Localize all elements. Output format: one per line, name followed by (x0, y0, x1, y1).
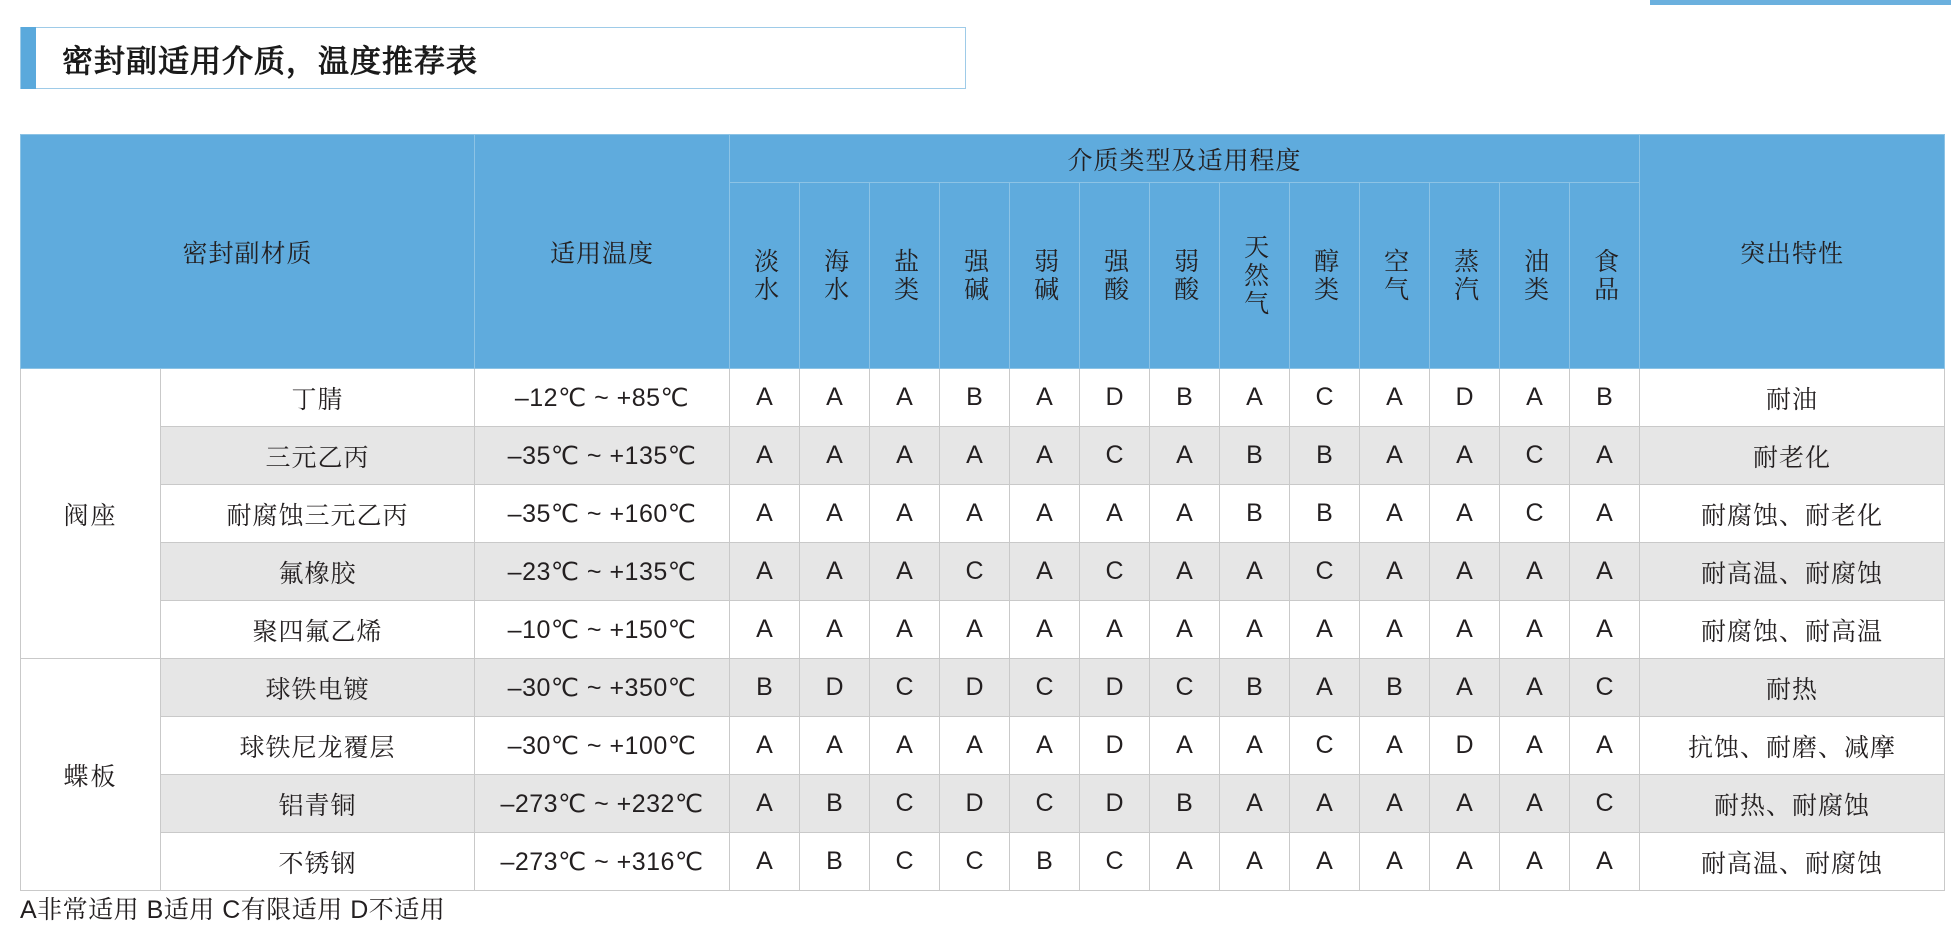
cell-feature: 耐腐蚀、耐高温 (1640, 601, 1945, 659)
cell-rating: C (870, 775, 940, 833)
cell-rating: B (1220, 485, 1290, 543)
cell-temperature: –23℃ ~ +135℃ (475, 543, 730, 601)
page-title: 密封副适用介质，温度推荐表 (62, 43, 478, 79)
cell-rating: C (1570, 659, 1640, 717)
cell-rating: A (1290, 833, 1360, 891)
cell-temperature: –273℃ ~ +232℃ (475, 775, 730, 833)
cell-rating: D (1080, 369, 1150, 427)
cell-rating: B (800, 833, 870, 891)
cell-rating: A (1500, 543, 1570, 601)
table-body (21, 369, 1945, 891)
cell-temperature: –35℃ ~ +135℃ (475, 427, 730, 485)
cell-rating: A (940, 485, 1010, 543)
cell-rating: A (1360, 369, 1430, 427)
header-material: 密封副材质 (21, 135, 475, 369)
cell-rating: D (1080, 717, 1150, 775)
cell-rating: A (1360, 485, 1430, 543)
cell-rating: C (1500, 485, 1570, 543)
header-media-food: 食品 (1570, 183, 1640, 369)
cell-material: 三元乙丙 (161, 427, 475, 485)
cell-rating: B (800, 775, 870, 833)
cell-rating: A (1290, 775, 1360, 833)
cell-rating: A (730, 369, 800, 427)
cell-material: 丁腈 (161, 369, 475, 427)
cell-rating: A (1360, 427, 1430, 485)
cell-rating: A (1570, 427, 1640, 485)
cell-rating: C (1010, 775, 1080, 833)
header-media-weak-acid: 弱酸 (1150, 183, 1220, 369)
table-row (21, 659, 1945, 717)
cell-rating: B (940, 369, 1010, 427)
cell-temperature: –10℃ ~ +150℃ (475, 601, 730, 659)
cell-rating: D (1430, 369, 1500, 427)
header-media-fresh-water: 淡水 (730, 183, 800, 369)
header-media-strong-acid: 强酸 (1080, 183, 1150, 369)
cell-rating: C (1080, 833, 1150, 891)
header-media-salts: 盐类 (870, 183, 940, 369)
cell-rating: A (940, 427, 1010, 485)
media-temperature-table (20, 134, 1945, 891)
cell-rating: A (1010, 369, 1080, 427)
header-media-strong-alkali: 强碱 (940, 183, 1010, 369)
cell-rating: A (730, 427, 800, 485)
cell-rating: A (1010, 485, 1080, 543)
cell-rating: C (1010, 659, 1080, 717)
cell-material: 铝青铜 (161, 775, 475, 833)
cell-temperature: –273℃ ~ +316℃ (475, 833, 730, 891)
cell-rating: A (730, 775, 800, 833)
cell-rating: A (1430, 775, 1500, 833)
cell-material: 聚四氟乙烯 (161, 601, 475, 659)
cell-rating: A (1220, 833, 1290, 891)
table-row (21, 543, 1945, 601)
cell-rating: A (1220, 543, 1290, 601)
cell-rating: A (1360, 717, 1430, 775)
cell-rating: A (1220, 369, 1290, 427)
cell-feature: 耐老化 (1640, 427, 1945, 485)
cell-rating: A (1150, 833, 1220, 891)
cell-rating: A (800, 369, 870, 427)
cell-rating: A (1500, 775, 1570, 833)
cell-feature: 耐热 (1640, 659, 1945, 717)
table-row (21, 485, 1945, 543)
cell-feature: 抗蚀、耐磨、减摩 (1640, 717, 1945, 775)
cell-temperature: –30℃ ~ +350℃ (475, 659, 730, 717)
cell-rating: A (1430, 485, 1500, 543)
cell-rating: A (940, 717, 1010, 775)
cell-rating: C (1290, 543, 1360, 601)
cell-rating: A (1150, 717, 1220, 775)
cell-rating: D (1430, 717, 1500, 775)
cell-rating: C (1080, 427, 1150, 485)
cell-rating: A (730, 543, 800, 601)
cell-rating: A (1010, 601, 1080, 659)
cell-rating: A (1570, 485, 1640, 543)
cell-rating: A (870, 543, 940, 601)
header-feature: 突出特性 (1640, 135, 1945, 369)
cell-rating: A (800, 485, 870, 543)
cell-rating: B (1150, 369, 1220, 427)
header-media-air: 空气 (1360, 183, 1430, 369)
cell-feature: 耐腐蚀、耐老化 (1640, 485, 1945, 543)
cell-temperature: –12℃ ~ +85℃ (475, 369, 730, 427)
cell-rating: C (1500, 427, 1570, 485)
cell-rating: B (1150, 775, 1220, 833)
cell-rating: B (1010, 833, 1080, 891)
cell-rating: A (1430, 601, 1500, 659)
cell-feature: 耐高温、耐腐蚀 (1640, 543, 1945, 601)
cell-rating: B (1220, 427, 1290, 485)
table-row (21, 369, 1945, 427)
cell-rating: A (1150, 427, 1220, 485)
cell-rating: C (1150, 659, 1220, 717)
cell-rating: A (1570, 543, 1640, 601)
header-media-sea-water: 海水 (800, 183, 870, 369)
cell-rating: C (870, 833, 940, 891)
table-legend: A非常适用 B适用 C有限适用 D不适用 (20, 896, 446, 924)
cell-rating: A (870, 485, 940, 543)
cell-rating: A (1220, 775, 1290, 833)
title-accent-bar (21, 27, 36, 89)
header-media-group: 介质类型及适用程度 (730, 135, 1640, 183)
cell-rating: A (940, 601, 1010, 659)
cell-rating: A (1290, 601, 1360, 659)
cell-rating: A (800, 601, 870, 659)
cell-rating: A (800, 427, 870, 485)
table-row (21, 833, 1945, 891)
cell-rating: A (730, 601, 800, 659)
header-media-steam: 蒸汽 (1430, 183, 1500, 369)
table-row (21, 601, 1945, 659)
cell-rating: A (730, 833, 800, 891)
cell-rating: A (1430, 543, 1500, 601)
cell-rating: D (800, 659, 870, 717)
cell-rating: A (1360, 543, 1430, 601)
cell-rating: A (1150, 485, 1220, 543)
cell-rating: C (870, 659, 940, 717)
cell-rating: A (1150, 543, 1220, 601)
cell-material: 不锈钢 (161, 833, 475, 891)
cell-rating: A (730, 717, 800, 775)
cell-rating: A (1500, 601, 1570, 659)
group-label-disc: 蝶板 (21, 659, 161, 891)
cell-rating: D (940, 659, 1010, 717)
cell-temperature: –30℃ ~ +100℃ (475, 717, 730, 775)
cell-rating: A (1360, 833, 1430, 891)
cell-rating: A (1570, 833, 1640, 891)
cell-rating: A (800, 543, 870, 601)
cell-feature: 耐高温、耐腐蚀 (1640, 833, 1945, 891)
cell-rating: A (1430, 659, 1500, 717)
cell-rating: A (1500, 833, 1570, 891)
cell-rating: A (1220, 601, 1290, 659)
header-media-natural-gas: 天然气 (1220, 183, 1290, 369)
cell-rating: B (1360, 659, 1430, 717)
top-accent-rule (1650, 0, 1951, 5)
cell-rating: A (1570, 717, 1640, 775)
cell-rating: A (1290, 659, 1360, 717)
cell-rating: C (940, 543, 1010, 601)
cell-material: 球铁尼龙覆层 (161, 717, 475, 775)
cell-feature: 耐油 (1640, 369, 1945, 427)
cell-rating: A (1010, 543, 1080, 601)
cell-feature: 耐热、耐腐蚀 (1640, 775, 1945, 833)
table-row (21, 717, 1945, 775)
cell-rating: A (1080, 485, 1150, 543)
cell-rating: A (870, 601, 940, 659)
header-temperature: 适用温度 (475, 135, 730, 369)
cell-rating: B (730, 659, 800, 717)
cell-rating: A (1010, 717, 1080, 775)
cell-rating: A (1430, 427, 1500, 485)
cell-rating: B (1570, 369, 1640, 427)
cell-material: 氟橡胶 (161, 543, 475, 601)
cell-rating: C (940, 833, 1010, 891)
cell-rating: A (730, 485, 800, 543)
cell-temperature: –35℃ ~ +160℃ (475, 485, 730, 543)
table-row (21, 775, 1945, 833)
section-title (20, 27, 966, 89)
cell-rating: A (1220, 717, 1290, 775)
cell-rating: A (1500, 659, 1570, 717)
cell-rating: B (1290, 427, 1360, 485)
cell-rating: C (1290, 369, 1360, 427)
cell-rating: A (870, 427, 940, 485)
table-head (21, 135, 1945, 369)
cell-rating: A (870, 717, 940, 775)
cell-rating: A (1080, 601, 1150, 659)
cell-rating: C (1080, 543, 1150, 601)
cell-rating: C (1290, 717, 1360, 775)
cell-rating: B (1220, 659, 1290, 717)
cell-rating: A (870, 369, 940, 427)
cell-rating: C (1570, 775, 1640, 833)
cell-rating: D (940, 775, 1010, 833)
cell-rating: A (1570, 601, 1640, 659)
header-media-alcohols: 醇类 (1290, 183, 1360, 369)
cell-rating: A (1430, 833, 1500, 891)
cell-rating: A (1500, 369, 1570, 427)
cell-rating: A (800, 717, 870, 775)
cell-rating: A (1360, 775, 1430, 833)
cell-material: 耐腐蚀三元乙丙 (161, 485, 475, 543)
table-header-row-1 (21, 135, 1945, 183)
cell-rating: D (1080, 775, 1150, 833)
header-media-weak-alkali: 弱碱 (1010, 183, 1080, 369)
cell-rating: A (1360, 601, 1430, 659)
cell-rating: A (1500, 717, 1570, 775)
cell-rating: D (1080, 659, 1150, 717)
cell-rating: A (1010, 427, 1080, 485)
cell-rating: A (1150, 601, 1220, 659)
header-media-oils: 油类 (1500, 183, 1570, 369)
cell-material: 球铁电镀 (161, 659, 475, 717)
group-label-valve-seat: 阀座 (21, 369, 161, 659)
cell-rating: B (1290, 485, 1360, 543)
table-row (21, 427, 1945, 485)
